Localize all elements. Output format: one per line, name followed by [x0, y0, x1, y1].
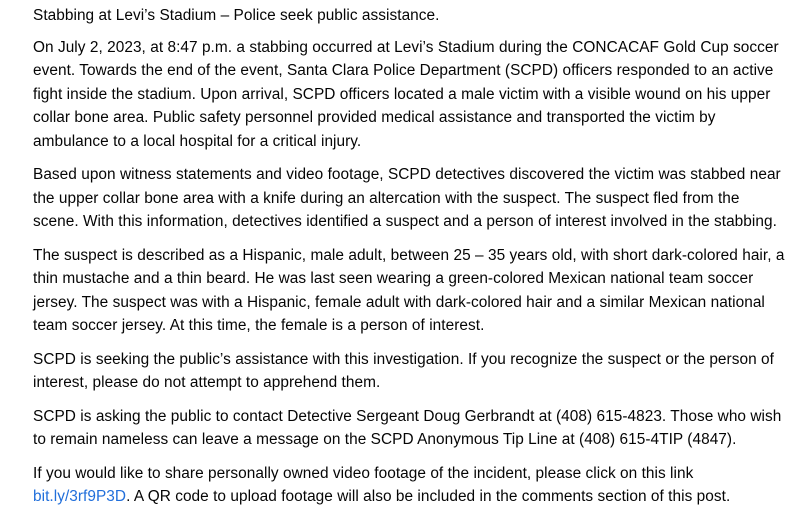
- paragraph-video-text: If you would like to share personally owned video footage of the incident, please click on this link: [33, 464, 694, 482]
- paragraph-video-footage: [33, 462, 785, 509]
- paragraph-investigation: Based upon witness statements and video footage, SCPD detectives discovered the victim was stabbed near the upper collar bone area with a knife during an altercation with the suspect. The suspect fled from the scene. With this information, detectives identified a suspect and a person of interest involved in the stabbing.: [33, 166, 781, 230]
- paragraph-incident: On July 2, 2023, at 8:47 p.m. a stabbing occurred at Levi’s Stadium during the CONCACAF Gold Cup soccer event. Towards the end of the event, Santa Clara Police Department (SCPD) officers responded to an active fight inside the stadium. Upon arrival, SCPD officers located a male victim with a visible wound on his upper collar bone area. Public safety personnel provided medical assistance and transported the victim by ambulance to a local hospital for a critical injury.: [33, 38, 779, 150]
- footage-upload-link[interactable]: bit.ly/3rf9P3D: [33, 488, 127, 505]
- paragraph-video-text-end: . A QR code to upload footage will also be included in the comments section of this post.: [126, 488, 731, 505]
- paragraph-public-assistance: SCPD is seeking the public’s assistance with this investigation. If you recognize the suspect or the person of interest, please do not attempt to apprehend them.: [33, 350, 774, 391]
- paragraph-suspect-description: The suspect is described as a Hispanic, male adult, between 25 – 35 years old, with short dark-colored hair, a thin mustache and a thin beard. He was last seen wearing a green-colored Mexican national team soccer jersey. The suspect was with a Hispanic, female adult with dark-colored hair and a similar Mexican national team soccer jersey. At this time, the female is a person of interest.: [33, 246, 785, 334]
- post-body: [33, 4, 785, 519]
- paragraph-contact: SCPD is asking the public to contact Detective Sergeant Doug Gerbrandt at (408) 615-4823. Those who wish to remain nameless can leave a message on the SCPD Anonymous Tip Line at (408) 615-4TIP (4847).: [33, 407, 782, 448]
- post-title: Stabbing at Levi’s Stadium – Police seek public assistance.: [33, 7, 440, 24]
